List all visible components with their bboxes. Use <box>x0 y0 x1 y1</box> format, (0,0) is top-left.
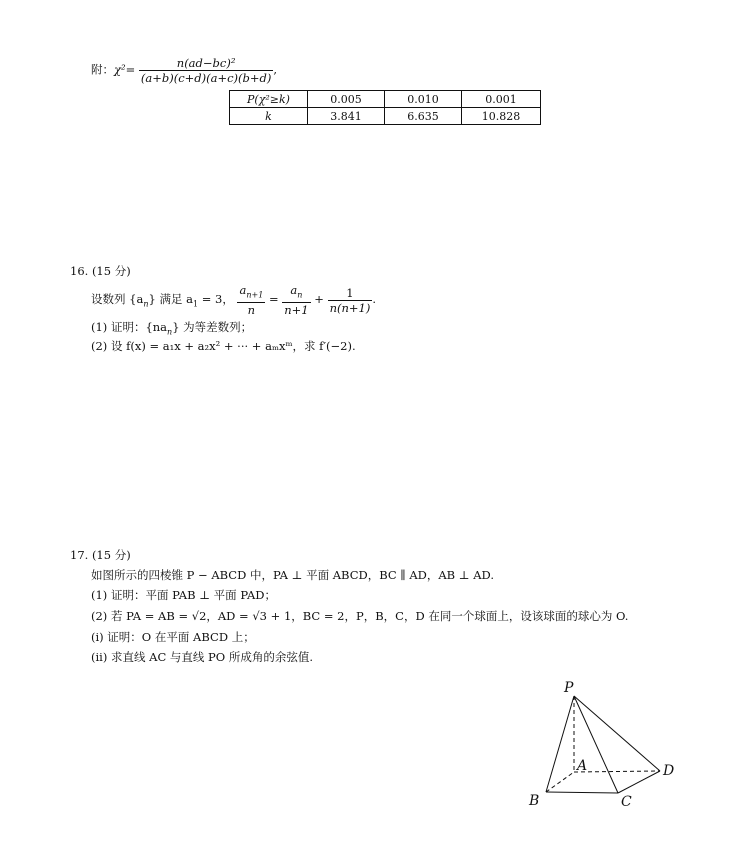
table-cell: 10.828 <box>462 108 541 125</box>
label-B: B <box>529 793 540 809</box>
edge-PB <box>546 696 574 792</box>
formula-lhs: χ²= <box>114 62 136 77</box>
label-P: P <box>564 680 574 696</box>
pyramid-figure <box>520 672 690 812</box>
frac2-den: n+1 <box>284 303 309 318</box>
label-C: C <box>621 794 632 810</box>
q16-intro-b: } 满足 a <box>148 292 193 307</box>
q16-intro: 设数列 $\{a_n\}$ 满足 $a_1 = 3$， $\frac{a_{n+1}}{n}$ = $\frac{a_n}{n+1}$ + $\frac{1}{n(n+1)}$ . <box>91 283 376 318</box>
table-cell: k <box>230 108 308 125</box>
frac2-num: a <box>290 283 298 297</box>
q17-part1: (1) 证明：平面 PAB ⊥ 平面 PAD； <box>91 588 277 602</box>
q16-part1-text: (1) 证明：{na <box>91 320 168 334</box>
label-A: A <box>577 758 588 774</box>
q16-frac3 <box>328 286 373 315</box>
formula-fraction <box>139 56 273 85</box>
table-row <box>230 91 541 108</box>
table-cell: 3.841 <box>308 108 385 125</box>
table-cell: P(χ²≥k) <box>230 91 308 108</box>
edge-BC <box>546 792 618 793</box>
table-cell: 0.005 <box>308 91 385 108</box>
q16-intro-c: = 3， <box>198 292 234 307</box>
q17-intro: 如图所示的四棱锥 P − ABCD 中，PA ⊥ 平面 ABCD，BC ∥ AD，AB ⊥ AD. <box>91 568 495 582</box>
q17-sub2: (ii) 求直线 AC 与直线 PO 所成角的余弦值. <box>91 650 314 664</box>
formula-numerator: n(ad−bc)² <box>139 56 273 71</box>
q17-title: 17. (15 分) <box>70 548 131 562</box>
q16-frac1: $\frac{a_{n+1}}{n}$ <box>239 283 264 318</box>
q16-intro-a: 设数列 {a <box>91 292 144 307</box>
q17-sub1: (i) 证明：O 在平面 ABCD 上； <box>91 630 255 644</box>
table-cell: 0.010 <box>385 91 462 108</box>
table-row <box>230 108 541 125</box>
label-D: D <box>663 763 675 779</box>
frac1-den: n <box>247 303 256 318</box>
edge-CD <box>618 771 660 793</box>
q16-part2: (2) 设 f(x) = a₁x + a₂x² + ··· + aₘxᵐ，求 f′(−2). <box>91 339 356 353</box>
edge-PC <box>574 696 618 793</box>
frac1-num: a <box>239 283 247 297</box>
q16-title: 16. (15 分) <box>70 264 131 278</box>
q16-part1: (1) 证明：$\{na_n\}$ 为等差数列； <box>91 320 253 337</box>
frac3-den: n(n+1) <box>329 300 371 315</box>
q16-frac2: $\frac{a_n}{n+1}$ <box>284 283 309 318</box>
table-cell: 6.635 <box>385 108 462 125</box>
chi-square-formula <box>91 56 277 85</box>
appendix-prefix: 附： <box>91 62 114 77</box>
table-cell: 0.001 <box>462 91 541 108</box>
q17-part2: (2) 若 PA = AB = √2，AD = √3 + 1，BC = 2，P，B，C，D 在同一个球面上，设该球面的球心为 O. <box>91 609 629 623</box>
formula-tail: , <box>273 62 278 77</box>
edge-AB <box>546 772 574 792</box>
formula-denominator: (a+b)(c+d)(a+c)(b+d) <box>140 71 272 85</box>
q16-part1-tail: } 为等差数列； <box>172 320 253 334</box>
frac3-num: 1 <box>328 286 373 301</box>
critical-value-table <box>229 90 541 125</box>
